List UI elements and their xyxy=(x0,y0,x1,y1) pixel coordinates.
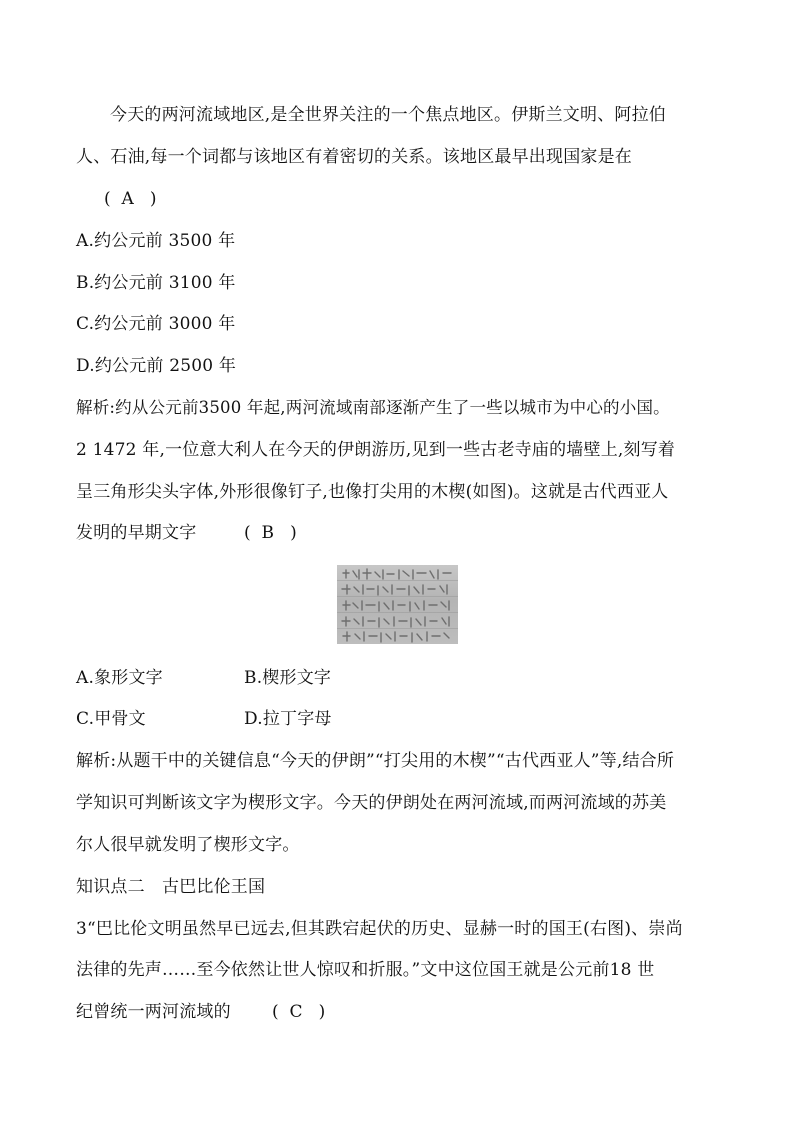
q2-option-a: A.象形文字 xyxy=(76,668,163,688)
q2-option-c: C.甲骨文 xyxy=(76,709,146,729)
q1-option-d: D.约公元前 2500 年 xyxy=(76,356,237,376)
q2-option-d: D.拉丁字母 xyxy=(244,709,332,729)
q3-answer: ( C ) xyxy=(272,1002,326,1022)
q3-stem-line1: 3“巴比伦文明虽然早已远去,但其跌宕起伏的历史、显赫一时的国王(右图)、崇尚 xyxy=(76,919,683,939)
q1-option-b: B.约公元前 3100 年 xyxy=(76,273,236,293)
cuneiform-tablet-image xyxy=(337,565,458,644)
q2-option-b: B.楔形文字 xyxy=(244,668,332,688)
q1-stem-line1: 今天的两河流域地区,是全世界关注的一个焦点地区。伊斯兰文明、阿拉伯 xyxy=(110,105,667,125)
q1-stem-line2: 人、石油,每一个词都与该地区有着密切的关系。该地区最早出现国家是在 xyxy=(76,147,633,167)
q2-analysis-line3: 尔人很早就发明了楔形文字。 xyxy=(76,835,300,855)
q1-option-c: C.约公元前 3000 年 xyxy=(76,314,236,334)
q2-analysis-line1: 解析:从题干中的关键信息“今天的伊朗”“打尖用的木楔”“古代西亚人”等,结合所 xyxy=(76,751,675,771)
q1-answer: ( A ) xyxy=(104,189,157,209)
q2-stem-line2: 呈三角形尖头字体,外形很像钉子,也像打尖用的木楔(如图)。这就是古代西亚人 xyxy=(76,482,669,502)
q2-analysis-line2: 学知识可判断该文字为楔形文字。今天的伊朗处在两河流域,而两河流域的苏美 xyxy=(76,793,667,813)
q2-answer: ( B ) xyxy=(244,523,297,543)
q2-stem-line3: 发明的早期文字 xyxy=(76,523,197,543)
q1-analysis: 解析:约从公元前3500 年起,两河流域南部逐渐产生了一些以城市为中心的小国。 xyxy=(76,398,670,417)
q3-stem-line3: 纪曾统一两河流域的 xyxy=(76,1002,231,1022)
q1-option-a: A.约公元前 3500 年 xyxy=(76,231,236,251)
q2-stem-line1: 2 1472 年,一位意大利人在今天的伊朗游历,见到一些古老寺庙的墙壁上,刻写着 xyxy=(76,440,676,460)
cuneiform-glyphs xyxy=(337,565,458,644)
section-title: 知识点二 古巴比伦王国 xyxy=(76,877,266,897)
q3-stem-line2: 法律的先声……至今依然让世人惊叹和折服。”文中这位国王就是公元前18 世 xyxy=(76,960,655,980)
